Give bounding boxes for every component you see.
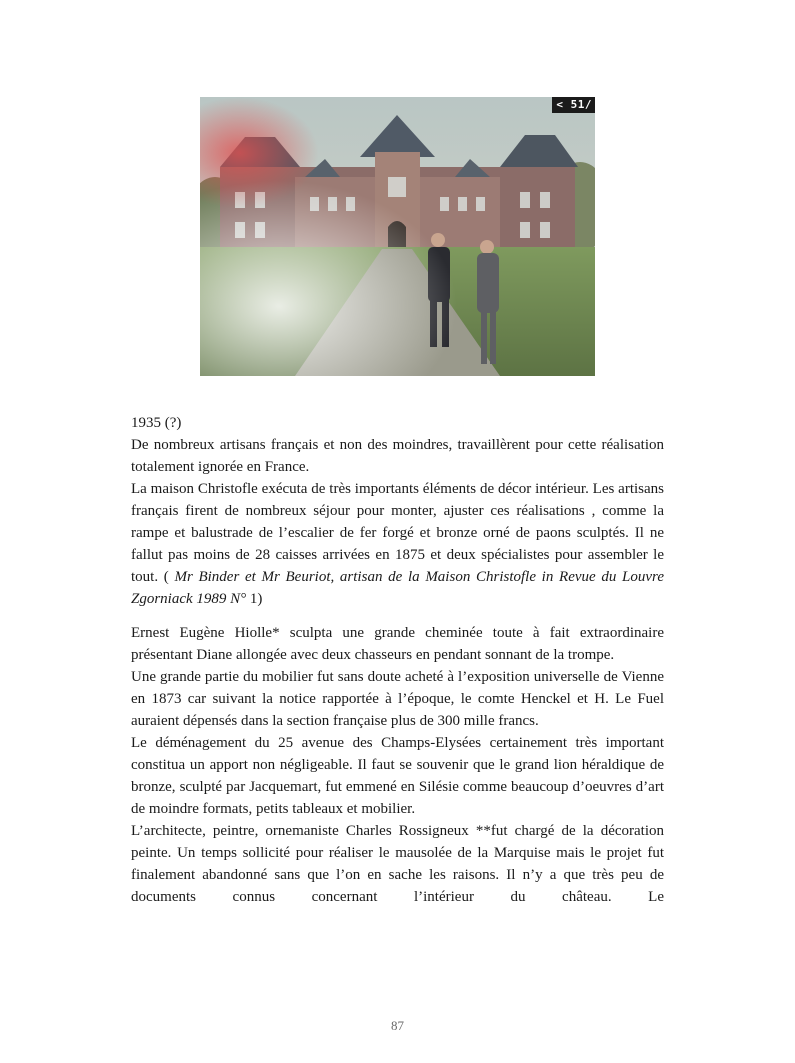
rossigneux-text: L’architecte, peintre, ornemaniste Charles Rossigneux **fut chargé de la décoration peinte. Un temps sollicité pour réaliser le mausolée de la Marquise mais le projet fut finalement abandonné sans que l’on en sache les raisons. Il n’y a que très peu de documents connus concernant l’intérieur du château. [131,823,664,905]
paragraph-christofle [131,478,664,610]
paragraph-rossigneux [131,820,664,908]
paragraph-artisans: De nombreux artisans français et non des moindres, travaillèrent pour cette réalisation totalement ignorée en France. [131,437,664,475]
rossigneux-continuation: Le [648,889,664,905]
paragraph-vienne: Une grande partie du mobilier fut sans doute acheté à l’exposition universelle de Vienne en 1873 car suivant la notice rapportée à l’époque, le comte Henckel et H. Le Fuel auraient dépensés dans la section française plus de 300 mille francs. [131,669,664,729]
paragraph-demenagement: Le déménagement du 25 avenue des Champs-Elysées certainement très important constitua un apport non négligeable. Il faut se souvenir que le grand lion héraldique de bronze, sculpté par Jacquemart, fut emmené en Silésie comme beaucoup d’oeuvres d’art de moindre formats, petits tableaux et mobilier. [131,735,664,817]
christofle-citation: Mr Binder et Mr Beuriot, artisan de la Maison Christofle in Revue du Louvre Zgorniack 1989 N° [131,569,664,607]
photo-nav-counter[interactable]: < 51/ [552,97,595,113]
chateau-photo-illustration [200,97,595,376]
page-number: 87 [391,1018,404,1033]
chateau-photo [200,97,595,376]
christofle-text: La maison Christofle exécuta de très importants éléments de décor intérieur. Les artisans français firent de nombreux séjour pour monter, ajuster ces réalisations , comme la rampe et balustrade de l’escalier de fer forgé et bronze orné de paons sculptés. Il ne fallut pas moins de 28 caisses arrivées en 1875 et deux spécialistes pour assembler le tout. ( [131,481,664,585]
body-text [131,412,664,908]
christofle-citation-end: 1) [246,591,263,607]
paragraph-hiolle: Ernest Eugène Hiolle* sculpta une grande cheminée toute à fait extraordinaire présentant Diane allongée avec deux chasseurs en pendant sonnant de la trompe. [131,625,664,663]
date-line: 1935 (?) [131,415,182,431]
